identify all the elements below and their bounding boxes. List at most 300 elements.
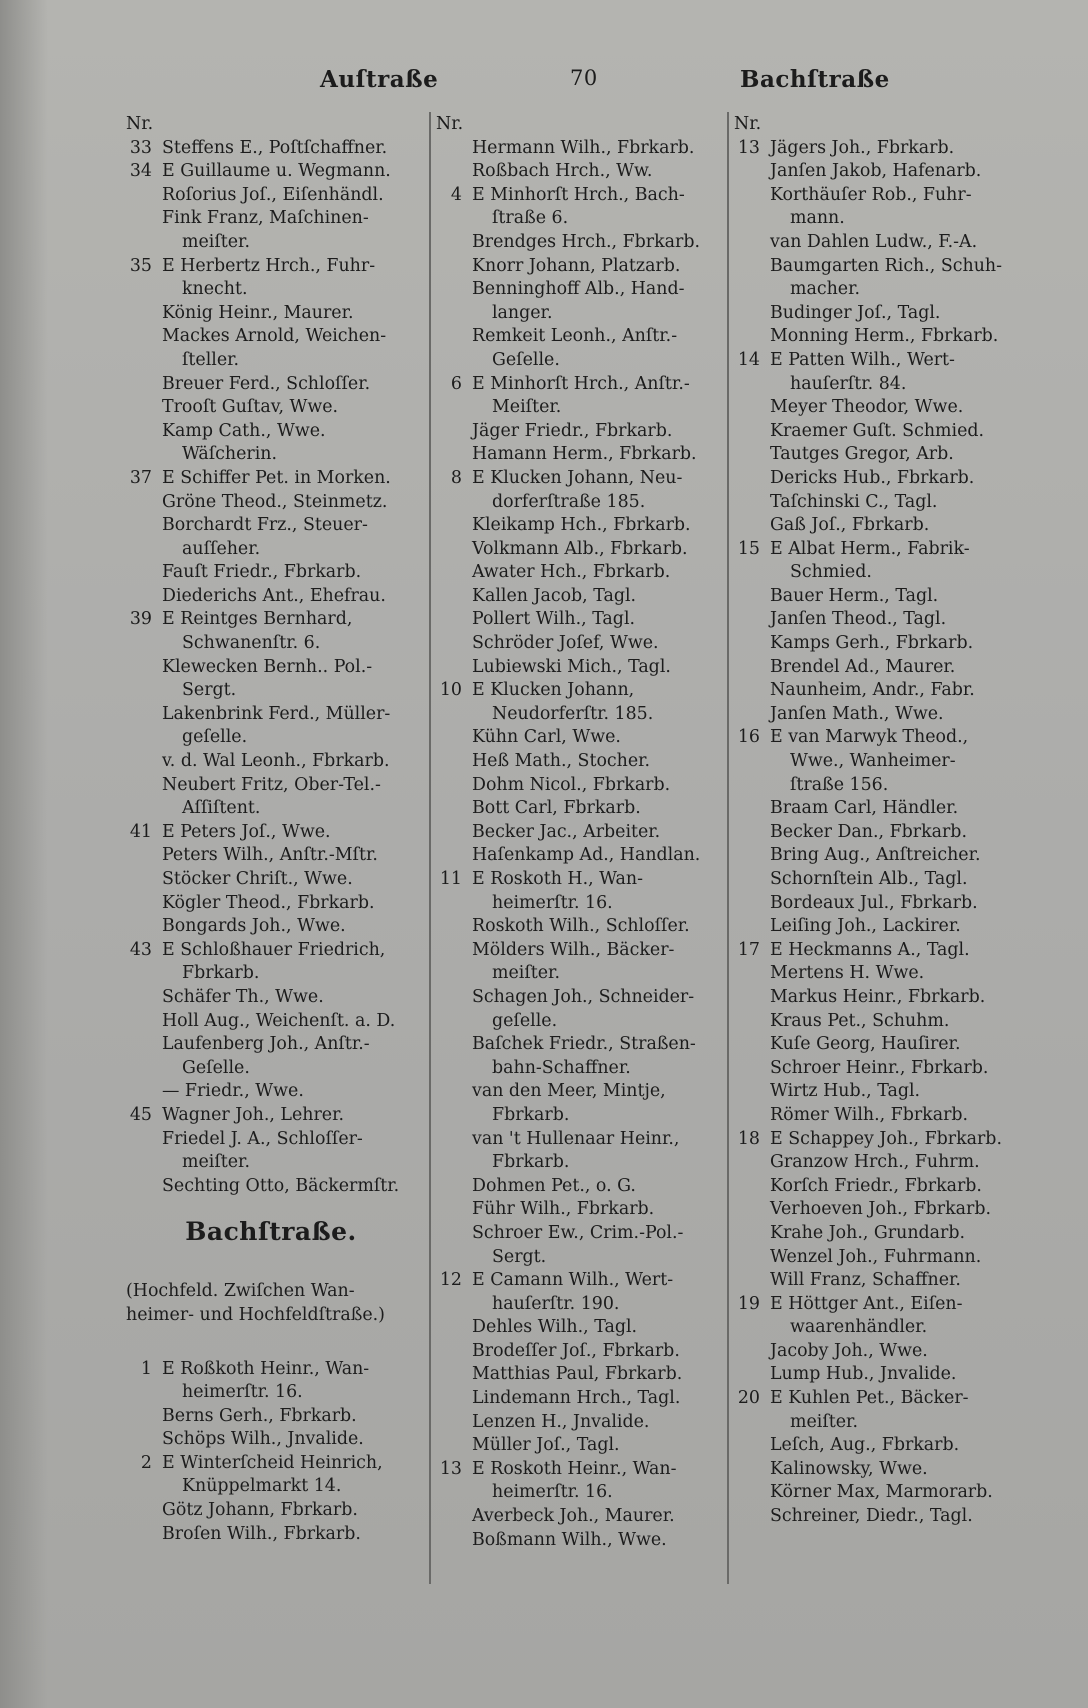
directory-line xyxy=(734,1128,1024,1152)
directory-line xyxy=(734,113,1024,137)
resident-entry: Führ Wilh., Fbrkarb. xyxy=(472,1199,655,1220)
directory-line xyxy=(734,915,1024,939)
number-column-heading: Nr. xyxy=(436,114,464,134)
directory-line xyxy=(436,1340,721,1364)
directory-line xyxy=(734,443,1024,467)
directory-line xyxy=(734,750,1024,774)
directory-line xyxy=(126,892,416,916)
directory-line xyxy=(734,1057,1024,1081)
page-number: 70 xyxy=(570,66,598,90)
house-number: 45 xyxy=(129,1104,152,1125)
resident-entry: Brendel Ad., Maurer. xyxy=(770,656,956,677)
resident-entry: Wenzel Joh., Fuhrmann. xyxy=(770,1246,982,1267)
directory-line xyxy=(734,1175,1024,1199)
directory-line xyxy=(436,1128,721,1152)
directory-line xyxy=(436,679,721,703)
resident-entry: hauſerſtr. 84. xyxy=(790,373,907,394)
resident-entry: van Dahlen Ludw., F.-A. xyxy=(770,231,978,252)
directory-line xyxy=(436,1269,721,1293)
column-divider xyxy=(727,112,729,1584)
resident-entry: ſteller. xyxy=(182,349,240,370)
resident-entry: Steffens E., Poſtſchaffner. xyxy=(162,137,388,158)
directory-line xyxy=(436,868,721,892)
directory-line xyxy=(126,585,416,609)
resident-entry: Hamann Herm., Fbrkarb. xyxy=(472,444,697,465)
directory-line xyxy=(734,561,1024,585)
directory-line xyxy=(436,1010,721,1034)
directory-line xyxy=(436,608,721,632)
resident-entry: Geſelle. xyxy=(182,1057,250,1078)
directory-line xyxy=(126,207,416,231)
column-1-street-entries xyxy=(126,1358,416,1547)
directory-line xyxy=(126,231,416,255)
directory-line xyxy=(126,679,416,703)
resident-entry: Awater Hch., Fbrkarb. xyxy=(472,562,671,583)
resident-entry: Baumgarten Rich., Schuh- xyxy=(770,255,1002,276)
resident-entry: mann. xyxy=(790,208,845,229)
resident-entry: Roskoth Wilh., Schloſſer. xyxy=(472,916,690,937)
resident-entry: Heß Math., Stocher. xyxy=(472,751,651,772)
resident-entry: Lubiewski Mich., Tagl. xyxy=(472,656,671,677)
directory-line xyxy=(436,302,721,326)
resident-entry: Averbeck Joh., Maurer. xyxy=(472,1506,675,1527)
directory-line xyxy=(734,1340,1024,1364)
resident-entry: Fbrkarb. xyxy=(182,963,260,984)
resident-entry: — Friedr., Wwe. xyxy=(162,1081,304,1102)
resident-entry: Diederichs Ant., Ehefrau. xyxy=(162,585,386,606)
resident-entry: van 't Hullenaar Heinr., xyxy=(472,1128,680,1149)
directory-line xyxy=(126,396,416,420)
directory-line xyxy=(126,797,416,821)
resident-entry: Schäfer Th., Wwe. xyxy=(162,986,324,1007)
resident-entry: Boßmann Wilh., Wwe. xyxy=(472,1529,667,1550)
resident-entry: Neubert Fritz, Ober-Tel.- xyxy=(162,774,381,795)
resident-entry: Korſch Friedr., Fbrkarb. xyxy=(770,1175,982,1196)
directory-line xyxy=(126,608,416,632)
house-number: 10 xyxy=(439,680,462,701)
street-note-line: (Hochfeld. Zwiſchen Wan- xyxy=(126,1281,355,1302)
resident-entry: E Minhorſt Hrch., Anſtr.- xyxy=(472,373,690,394)
resident-entry: Müller Joſ., Tagl. xyxy=(472,1435,620,1456)
directory-line xyxy=(436,1057,721,1081)
resident-entry: E Höttger Ant., Eiſen- xyxy=(770,1293,963,1314)
directory-line xyxy=(734,1316,1024,1340)
directory-line xyxy=(126,1358,416,1382)
resident-entry: Dohm Nicol., Fbrkarb. xyxy=(472,774,671,795)
resident-entry: meiſter. xyxy=(182,1152,250,1173)
resident-entry: van den Meer, Mintje, xyxy=(472,1081,666,1102)
house-number: 15 xyxy=(737,538,760,559)
directory-line xyxy=(126,1405,416,1429)
column-3-entries xyxy=(734,113,1024,1529)
resident-entry: Baſchek Friedr., Straßen- xyxy=(472,1034,696,1055)
resident-entry: Bordeaux Jul., Fbrkarb. xyxy=(770,892,978,913)
directory-line xyxy=(436,915,721,939)
resident-entry: Roßbach Hrch., Ww. xyxy=(472,161,653,182)
street-heading: Bachſtraße. xyxy=(185,1217,357,1247)
directory-line xyxy=(126,1033,416,1057)
directory-line xyxy=(734,774,1024,798)
directory-line xyxy=(126,844,416,868)
resident-entry: E Albat Herm., Fabrik- xyxy=(770,538,970,559)
resident-entry: Dohmen Pet., o. G. xyxy=(472,1175,636,1196)
resident-entry: E Peters Joſ., Wwe. xyxy=(162,821,331,842)
directory-line xyxy=(734,703,1024,727)
resident-entry: Becker Jac., Arbeiter. xyxy=(472,821,661,842)
directory-line xyxy=(734,1010,1024,1034)
resident-entry: Becker Dan., Fbrkarb. xyxy=(770,821,967,842)
house-number: 18 xyxy=(737,1128,760,1149)
directory-line xyxy=(126,184,416,208)
directory-line xyxy=(734,797,1024,821)
directory-line xyxy=(436,1246,721,1270)
resident-entry: Kraus Pet., Schuhm. xyxy=(770,1010,950,1031)
resident-entry: E Minhorſt Hrch., Bach- xyxy=(472,184,685,205)
resident-entry: E Schloßhauer Friedrich, xyxy=(162,939,386,960)
directory-line xyxy=(126,420,416,444)
directory-line xyxy=(436,1198,721,1222)
resident-entry: Jägers Joh., Fbrkarb. xyxy=(770,137,955,158)
directory-line xyxy=(734,844,1024,868)
running-header xyxy=(120,66,890,106)
directory-line xyxy=(436,1505,721,1529)
resident-entry: macher. xyxy=(790,279,861,300)
resident-entry: Kamps Gerh., Fbrkarb. xyxy=(770,633,974,654)
directory-line xyxy=(734,1222,1024,1246)
directory-line xyxy=(436,1080,721,1104)
resident-entry: Schagen Joh., Schneider- xyxy=(472,986,695,1007)
directory-line xyxy=(126,1010,416,1034)
directory-line xyxy=(436,1222,721,1246)
directory-line xyxy=(126,962,416,986)
directory-line xyxy=(126,467,416,491)
column-3 xyxy=(734,113,1024,1529)
resident-entry: Matthias Paul, Fbrkarb. xyxy=(472,1364,683,1385)
directory-line xyxy=(734,1293,1024,1317)
resident-entry: Fbrkarb. xyxy=(492,1152,570,1173)
resident-entry: Sergt. xyxy=(182,680,237,701)
directory-line xyxy=(436,278,721,302)
directory-line xyxy=(436,561,721,585)
resident-entry: Remkeit Leonh., Anſtr.- xyxy=(472,326,678,347)
resident-entry: Volkmann Alb., Fbrkarb. xyxy=(472,538,688,559)
resident-entry: Gaß Joſ., Fbrkarb. xyxy=(770,515,930,536)
resident-entry: Haſenkamp Ad., Handlan. xyxy=(472,845,701,866)
resident-entry: geſelle. xyxy=(182,727,248,748)
resident-entry: Lakenbrink Ferd., Müller- xyxy=(162,703,391,724)
resident-entry: Tautges Gregor, Arb. xyxy=(770,444,954,465)
resident-entry: Klewecken Bernh.. Pol.- xyxy=(162,656,373,677)
resident-entry: langer. xyxy=(492,302,553,323)
directory-line xyxy=(734,255,1024,279)
directory-line xyxy=(126,1428,416,1452)
house-number: 20 xyxy=(737,1388,760,1409)
resident-entry: E Roskoth H., Wan- xyxy=(472,869,643,889)
directory-line xyxy=(436,1363,721,1387)
house-number: 43 xyxy=(129,939,152,960)
directory-line xyxy=(436,373,721,397)
resident-entry: Schwanenſtr. 6. xyxy=(182,633,321,654)
directory-line xyxy=(126,1475,416,1499)
directory-line xyxy=(734,679,1024,703)
directory-line xyxy=(436,797,721,821)
directory-line xyxy=(734,1151,1024,1175)
resident-entry: E Herbertz Hrch., Fuhr- xyxy=(162,255,376,276)
directory-line xyxy=(126,538,416,562)
resident-entry: Jäger Friedr., Fbrkarb. xyxy=(472,420,673,441)
resident-entry: Benninghoff Alb., Hand- xyxy=(472,279,685,300)
directory-line xyxy=(126,255,416,279)
number-column-heading: Nr. xyxy=(126,114,154,134)
resident-entry: waarenhändler. xyxy=(790,1317,928,1338)
header-street-left: Auſtraße xyxy=(320,66,439,93)
resident-entry: Kraemer Guſt. Schmied. xyxy=(770,420,985,441)
directory-line xyxy=(734,1458,1024,1482)
directory-line xyxy=(126,443,416,467)
resident-entry: Aſſiſtent. xyxy=(182,798,261,819)
directory-line xyxy=(126,1057,416,1081)
resident-entry: Braam Carl, Händler. xyxy=(770,798,959,819)
directory-line xyxy=(126,278,416,302)
directory-line xyxy=(436,1104,721,1128)
directory-line xyxy=(126,373,416,397)
resident-entry: geſelle. xyxy=(492,1010,558,1031)
resident-entry: Wwe., Wanheimer- xyxy=(790,751,956,772)
resident-entry: E Reintges Bernhard, xyxy=(162,609,353,630)
resident-entry: Breuer Ferd., Schloſſer. xyxy=(162,373,371,394)
directory-line xyxy=(126,1381,416,1405)
resident-entry: Gröne Theod., Steinmetz. xyxy=(162,491,388,512)
resident-entry: Körner Max, Marmorarb. xyxy=(770,1482,993,1503)
resident-entry: Neudorferſtr. 185. xyxy=(492,703,654,724)
resident-entry: Leiſing Joh., Lackirer. xyxy=(770,916,961,937)
resident-entry: Will Franz, Schaffner. xyxy=(770,1270,961,1291)
directory-line xyxy=(734,207,1024,231)
resident-entry: Monning Herm., Fbrkarb. xyxy=(770,326,999,347)
directory-line xyxy=(734,726,1024,750)
resident-entry: Wäſcherin. xyxy=(182,444,278,465)
directory-line xyxy=(126,1128,416,1152)
resident-entry: Hermann Wilh., Fbrkarb. xyxy=(472,137,695,158)
house-number: 17 xyxy=(737,939,760,960)
resident-entry: Knorr Johann, Platzarb. xyxy=(472,255,681,276)
directory-line xyxy=(734,302,1024,326)
header-street-right: Bachſtraße xyxy=(740,66,890,93)
resident-entry: Bongards Joh., Wwe. xyxy=(162,916,346,937)
directory-line xyxy=(436,1411,721,1435)
directory-line xyxy=(436,325,721,349)
house-number: 1 xyxy=(140,1358,152,1379)
directory-line xyxy=(126,491,416,515)
directory-line xyxy=(126,632,416,656)
column-1 xyxy=(126,113,416,1546)
directory-line xyxy=(734,514,1024,538)
resident-entry: Wagner Joh., Lehrer. xyxy=(162,1104,344,1125)
directory-line xyxy=(734,349,1024,373)
directory-line xyxy=(126,1080,416,1104)
directory-line xyxy=(126,703,416,727)
directory-line xyxy=(436,821,721,845)
directory-line xyxy=(734,1363,1024,1387)
house-number: 16 xyxy=(737,727,760,748)
resident-entry: E Camann Wilh., Wert- xyxy=(472,1270,674,1291)
resident-entry: E Schiffer Pet. in Morken. xyxy=(162,467,391,488)
resident-entry: Stöcker Chriſt., Wwe. xyxy=(162,869,353,889)
resident-entry: Berns Gerh., Fbrkarb. xyxy=(162,1405,357,1426)
house-number: 8 xyxy=(450,467,462,488)
directory-line xyxy=(734,1269,1024,1293)
directory-line xyxy=(734,632,1024,656)
resident-entry: Borchardt Frz., Steuer- xyxy=(162,515,368,536)
resident-entry: Meiſter. xyxy=(492,397,562,418)
house-number: 11 xyxy=(439,869,462,889)
directory-line xyxy=(436,939,721,963)
resident-entry: ſtraße 6. xyxy=(492,208,569,229)
resident-entry: Dericks Hub., Fbrkarb. xyxy=(770,467,975,488)
directory-line xyxy=(126,1175,416,1199)
resident-entry: knecht. xyxy=(182,279,248,300)
directory-line xyxy=(126,915,416,939)
directory-line xyxy=(734,585,1024,609)
resident-entry: Schroer Ew., Crim.-Pol.- xyxy=(472,1222,684,1243)
resident-entry: Fauſt Friedr., Fbrkarb. xyxy=(162,562,362,583)
resident-entry: Meyer Theodor, Wwe. xyxy=(770,397,964,418)
directory-line xyxy=(436,420,721,444)
resident-entry: Götz Johann, Fbrkarb. xyxy=(162,1500,358,1521)
resident-entry: Roſorius Joſ., Eiſenhändl. xyxy=(162,184,384,205)
directory-line xyxy=(436,703,721,727)
directory-line xyxy=(734,986,1024,1010)
directory-line xyxy=(126,325,416,349)
resident-entry: Korthäuſer Rob., Fuhr- xyxy=(770,184,972,205)
house-number: 37 xyxy=(129,467,152,488)
resident-entry: E Guillaume u. Wegmann. xyxy=(162,161,391,182)
directory-line xyxy=(436,1151,721,1175)
directory-line xyxy=(734,231,1024,255)
directory-line xyxy=(734,538,1024,562)
directory-line xyxy=(734,160,1024,184)
resident-entry: Wirtz Hub., Tagl. xyxy=(770,1081,921,1102)
resident-entry: Trooſt Guſtav, Wwe. xyxy=(162,397,339,418)
directory-line xyxy=(436,349,721,373)
resident-entry: Kalinowsky, Wwe. xyxy=(770,1458,928,1479)
directory-line xyxy=(734,420,1024,444)
resident-entry: Schroer Heinr., Fbrkarb. xyxy=(770,1057,989,1078)
column-2 xyxy=(436,113,721,1552)
directory-line xyxy=(436,632,721,656)
resident-entry: Sechting Otto, Bäckermſtr. xyxy=(162,1175,400,1196)
directory-line xyxy=(126,514,416,538)
resident-entry: heimerſtr. 16. xyxy=(182,1382,303,1403)
resident-entry: Friedel J. A., Schloſſer- xyxy=(162,1128,363,1149)
column-2-entries xyxy=(436,113,721,1552)
directory-line xyxy=(126,986,416,1010)
resident-entry: E Schappey Joh., Fbrkarb. xyxy=(770,1128,1002,1149)
directory-line xyxy=(436,844,721,868)
directory-line xyxy=(734,1246,1024,1270)
directory-line xyxy=(436,726,721,750)
resident-entry: Knüppelmarkt 14. xyxy=(182,1476,342,1497)
resident-entry: dorferſtraße 185. xyxy=(492,491,646,512)
resident-entry: Schöps Wilh., Jnvalide. xyxy=(162,1429,364,1450)
resident-entry: Broſen Wilh., Fbrkarb. xyxy=(162,1523,361,1544)
resident-entry: meiſter. xyxy=(790,1411,858,1432)
directory-line xyxy=(436,113,721,137)
resident-entry: heimerſtr. 16. xyxy=(492,1482,613,1503)
resident-entry: Markus Heinr., Fbrkarb. xyxy=(770,986,986,1007)
directory-line xyxy=(734,1033,1024,1057)
directory-line xyxy=(436,986,721,1010)
resident-entry: Mertens H. Wwe. xyxy=(770,963,925,984)
house-number: 33 xyxy=(129,137,152,158)
directory-line xyxy=(126,1104,416,1128)
directory-line xyxy=(436,231,721,255)
directory-line xyxy=(734,608,1024,632)
directory-line xyxy=(436,207,721,231)
resident-entry: Schornſtein Alb., Tagl. xyxy=(770,869,968,889)
resident-entry: meiſter. xyxy=(492,963,560,984)
house-number: 35 xyxy=(129,255,152,276)
resident-entry: E Patten Wilh., Wert- xyxy=(770,349,955,370)
resident-entry: E Roskoth Heinr., Wan- xyxy=(472,1458,677,1479)
directory-line xyxy=(436,255,721,279)
directory-line xyxy=(436,184,721,208)
resident-entry: Jacoby Joh., Wwe. xyxy=(770,1340,928,1361)
directory-line xyxy=(734,821,1024,845)
resident-entry: Kuſe Georg, Hauſirer. xyxy=(770,1034,961,1055)
resident-entry: Schreiner, Diedr., Tagl. xyxy=(770,1506,973,1527)
directory-line xyxy=(436,491,721,515)
directory-line xyxy=(436,1387,721,1411)
resident-entry: E van Marwyk Theod., xyxy=(770,727,969,748)
resident-entry: Kallen Jacob, Tagl. xyxy=(472,585,637,606)
directory-line xyxy=(436,1458,721,1482)
directory-line xyxy=(126,302,416,326)
directory-line xyxy=(126,656,416,680)
directory-line xyxy=(436,1033,721,1057)
house-number: 4 xyxy=(450,184,462,205)
directory-line xyxy=(734,278,1024,302)
directory-line xyxy=(126,1499,416,1523)
resident-entry: Janſen Theod., Tagl. xyxy=(770,609,947,630)
directory-line xyxy=(126,750,416,774)
directory-line xyxy=(436,1316,721,1340)
resident-entry: hauſerſtr. 190. xyxy=(492,1293,620,1314)
directory-line xyxy=(436,514,721,538)
house-number: 34 xyxy=(129,161,152,182)
directory-line xyxy=(734,868,1024,892)
directory-line xyxy=(734,184,1024,208)
house-number: 14 xyxy=(737,349,760,370)
directory-line xyxy=(436,585,721,609)
resident-entry: Brodeſſer Joſ., Fbrkarb. xyxy=(472,1340,680,1361)
directory-line xyxy=(436,656,721,680)
directory-line xyxy=(734,1080,1024,1104)
directory-line xyxy=(436,137,721,161)
directory-line xyxy=(734,373,1024,397)
resident-entry: Fink Franz, Maſchinen- xyxy=(162,208,369,229)
resident-entry: Kamp Cath., Wwe. xyxy=(162,420,326,441)
resident-entry: Dehles Wilh., Tagl. xyxy=(472,1317,638,1338)
resident-entry: Geſelle. xyxy=(492,349,560,370)
resident-entry: Römer Wilh., Fbrkarb. xyxy=(770,1104,969,1125)
resident-entry: E Klucken Johann, Neu- xyxy=(472,467,683,488)
resident-entry: Bauer Herm., Tagl. xyxy=(770,585,939,606)
directory-line xyxy=(126,821,416,845)
resident-entry: Lump Hub., Jnvalide. xyxy=(770,1364,957,1385)
directory-line xyxy=(734,1481,1024,1505)
resident-entry: Granzow Hrch., Fuhrm. xyxy=(770,1152,980,1173)
